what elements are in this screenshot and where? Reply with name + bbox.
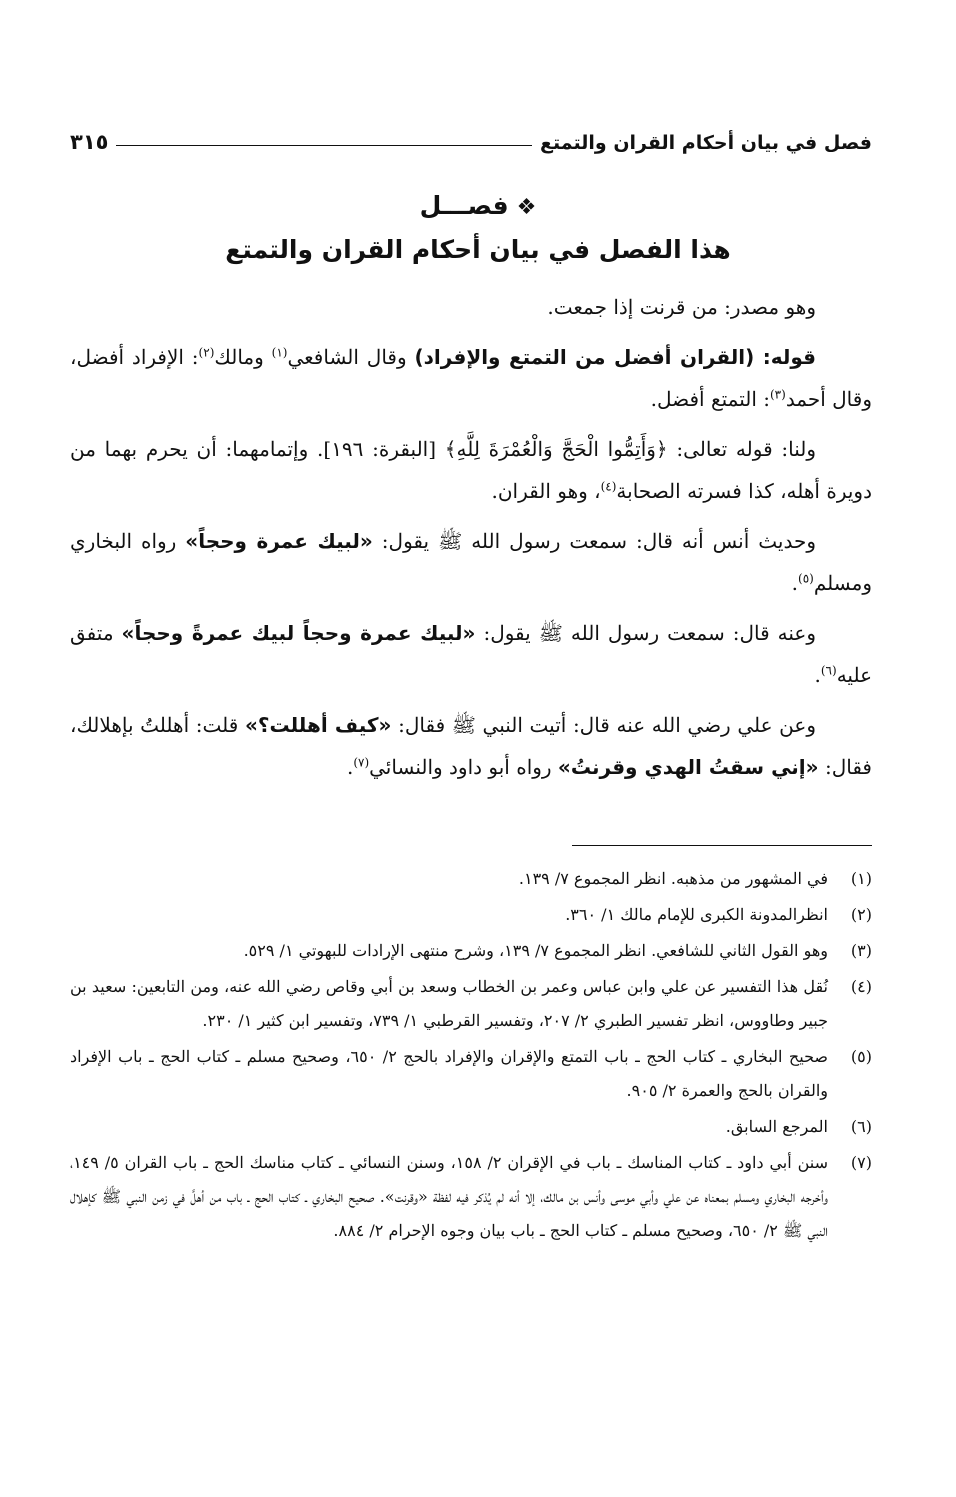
paragraph-text: . [346,755,354,779]
paragraph-text: ومالك [214,345,272,369]
footnote [70,1146,872,1248]
footnote-number: (١) [850,869,872,888]
paragraph-text: وحديث أنس أنه قال: سمعت رسول الله ﷺ يقول: [372,529,816,553]
page-number: ٣١٥ [70,130,109,154]
chapter-label-text: فصـــل [419,191,509,220]
footnote [70,1040,872,1108]
footnote-ref[interactable]: (٧) [353,755,370,770]
ornament-icon: ❖ [516,195,537,220]
footnote [70,1110,872,1144]
paragraph-6 [70,704,872,788]
footnote-divider [572,845,872,846]
main-text [70,286,872,796]
paragraph-5 [70,612,872,696]
footnote-number: (٧) [850,1153,872,1172]
paragraph-4 [70,520,872,604]
running-title: فصل في بيان أحكام القران والتمتع [540,132,872,154]
footnote-text: وهو القول الثاني للشافعي. انظر المجموع ٧/ ١٣٩، وشرح منتهى الإرادات للبهوتي ١/ ٥٢٩. [243,941,828,960]
footnote [70,970,872,1038]
footnote-number: (٤) [850,977,872,996]
running-header [70,118,872,154]
footnote-ref[interactable]: (٤) [600,479,617,494]
hadith-quote: «لبيك عمرة وحجاً» [185,529,373,553]
paragraph-text: وهو مصدر: من قرنت إذا جمعت. [547,295,816,319]
paragraph-text: رواه أبو داود والنسائي [369,755,558,779]
hadith-quote: «لبيك عمرة وحجاً لبيك عمرةً وحجاً» [121,621,476,645]
chapter-heading [84,186,872,272]
paragraph-text: متفق عليه [70,621,872,687]
paragraph-text: ، وهو القران. [491,479,601,503]
footnote-ref[interactable]: (٦) [820,663,837,678]
paragraph-text: : الإفراد أفضل، وقال أحمد [70,345,872,411]
paragraph-text: وقال الشافعي [287,345,415,369]
footnote-ref[interactable]: (٣) [769,387,786,402]
paragraph-text: رواه البخاري ومسلم [70,529,872,595]
footnote [70,898,872,932]
footnote-ref[interactable]: (١) [271,345,288,360]
paragraph-2 [70,336,872,420]
footnote-text: المرجع السابق. [725,1117,828,1136]
paragraph-text: . [791,571,799,595]
footnote-number: (٥) [850,1047,872,1066]
quoted-statement: قوله: (القران أفضل من التمتع والإفراد) [414,345,816,369]
footnote-number: (٦) [850,1117,872,1136]
paragraph-text: وعن علي رضي الله عنه قال: أتيت النبي ﷺ فقال: [391,713,816,737]
paragraph-1 [70,286,872,328]
footnote-number: (٣) [850,941,872,960]
footnote-text: انظرالمدونة الكبرى للإمام مالك ١/ ٣٦٠. [565,905,828,924]
paragraph-3 [70,428,872,512]
header-rule [116,145,532,146]
footnote-ref[interactable]: (٥) [798,571,814,586]
footnote-text: سنن أبي داود ـ كتاب المناسك ـ باب في الإقران ٢/ ١٥٨، وسنن النسائي ـ كتاب مناسك الحج ـ باب القران ٥/ ١٤٩، وأخرجه البخاري ومسلم بمعناه عن علي وأبي موسى وأنس بن مالك، إلا أنه لم يُذكر فيه لفظة «وقرنت». صحيح البخاري ـ كتاب الحج ـ باب من أهلَّ في زمن النبي ﷺ كإهلال النبي ﷺ ٢/ ٦٥٠، وصحيح مسلم ـ كتاب الحج ـ باب بيان وجوه الإحرام ٢/ ٨٨٤. [70,1153,829,1240]
footnote [70,934,872,968]
footnote-ref[interactable]: (٢) [198,345,215,360]
paragraph-text: ولنا: قوله تعالى: ﴿وَأَتِمُّوا الْحَجَّ وَالْعُمْرَةَ لِلَّهِ﴾ [البقرة: ١٩٦]. وإتمامهما: أن يحرم بهما من دويرة أهله، كذا فسرته الصحابة [70,437,872,503]
paragraph-text: قلت: أهللتُ بإهلالك، فقال: [70,713,872,779]
footnote [70,862,872,896]
chapter-label [84,186,872,228]
paragraph-text: وعنه قال: سمعت رسول الله ﷺ يقول: [475,621,816,645]
paragraph-text: : التمتع أفضل. [650,387,770,411]
footnote-text: صحيح البخاري ـ كتاب الحج ـ باب التمتع والإقران والإفراد بالحج ٢/ ٦٥٠، وصحيح مسلم ـ كتاب الحج ـ باب الإفراد والقران بالحج والعمرة ٢/ ٩٠٥. [70,1047,829,1100]
footnote-text: نُقل هذا التفسير عن علي وابن عباس وعمر بن الخطاب وسعد بن أبي وقاص رضي الله عنه، ومن التابعين: سعيد بن جبير وطاووس، انظر تفسير الطبري ٢/ ٢٠٧، وتفسير القرطبي ١/ ٧٣٩، وتفسير ابن كثير ١/ ٢٣٠. [70,977,828,1030]
footnote-text: في المشهور من مذهبه. انظر المجموع ٧/ ١٣٩. [518,869,828,888]
hadith-quote: «إني سقتُ الهدي وقرنتُ» [557,755,819,779]
footnote-number: (٢) [850,905,872,924]
footnotes [70,862,872,1250]
chapter-title: هذا الفصل في بيان أحكام القران والتمتع [225,235,731,264]
paragraph-text: . [814,663,821,687]
hadith-quote: «كيف أهللت؟» [244,713,392,737]
